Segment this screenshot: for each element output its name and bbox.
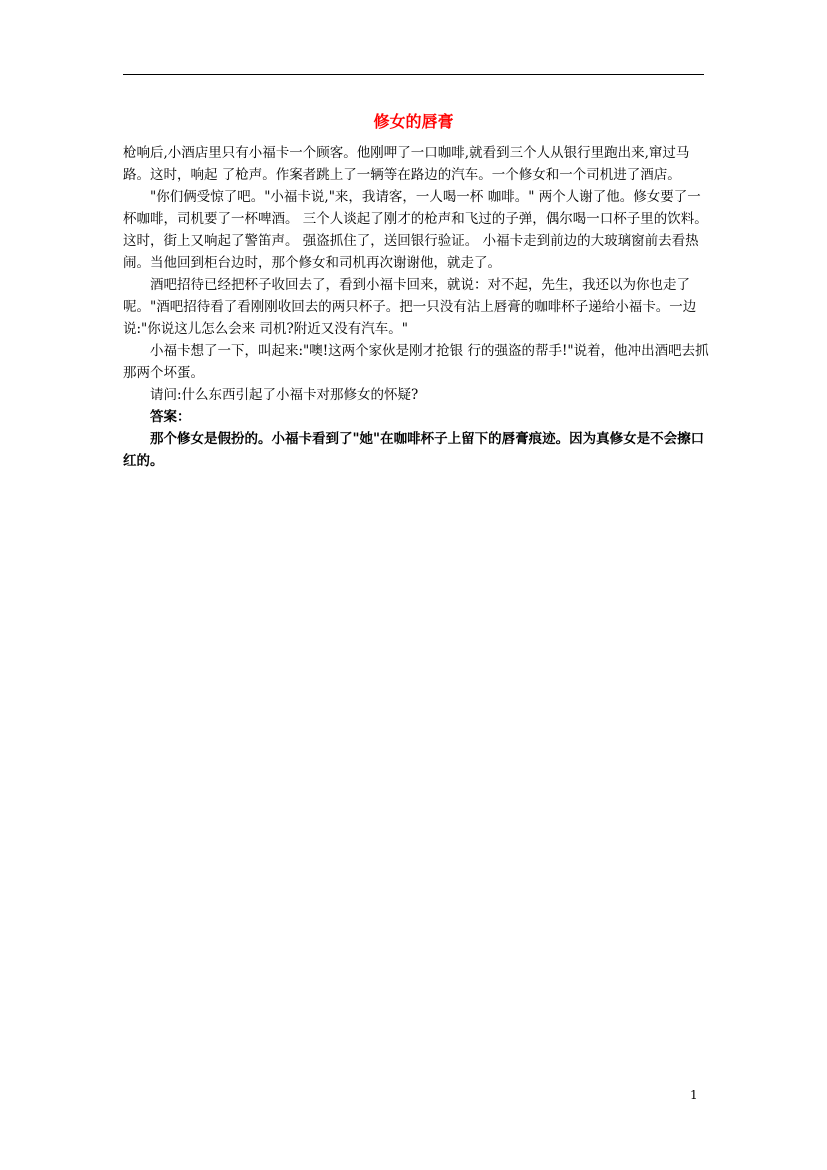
paragraph-3: 酒吧招待已经把杯子收回去了，看到小福卡回来，就说：对不起，先生，我还以为你也走了呢。"酒吧招待看了看刚刚收回去的两只杯子。把一只没有沾上唇膏的咖啡杯子递给小福卡。一边说:"你说这儿怎么会来 司机?附近又没有汽车。": [123, 277, 697, 337]
document-body: [123, 142, 713, 472]
answer-label: 答案：: [150, 409, 191, 425]
paragraph-2: "你们俩受惊了吧。"小福卡说,"来，我请客，一人喝一杯 咖啡。" 两个人谢了他。修女要了一杯咖啡，司机要了一杯啤酒。 三个人谈起了刚才的枪声和飞过的子弹，偶尔喝一口杯子里的饮料。这时，街上又响起了警笛声。 强盗抓住了，送回银行验证。 小福卡走到前边的大玻璃窗前去看热闹。当他回到柜台边时，那个修女和司机再次谢谢他，就走了。: [123, 189, 708, 271]
page-number: 1: [690, 1088, 698, 1102]
question: 请问:什么东西引起了小福卡对那修女的怀疑?: [150, 387, 419, 403]
header-rule: [123, 74, 704, 75]
document-title: 修女的唇膏: [373, 112, 454, 131]
paragraph-1: 枪响后,小酒店里只有小福卡一个顾客。他刚呷了一口咖啡,就看到三个人从银行里跑出来,窜过马路。这时，响起 了枪声。作案者跳上了一辆等在路边的汽车。一个修女和一个司机进了酒店。: [123, 145, 690, 183]
answer-text: 那个修女是假扮的。小福卡看到了"她"在咖啡杯子上留下的唇膏痕迹。因为真修女是不会擦口红的。: [123, 431, 705, 469]
paragraph-4: 小福卡想了一下，叫起来:"噢!这两个家伙是刚才抢银 行的强盗的帮手!"说着，他冲出酒吧去抓那两个坏蛋。: [123, 343, 709, 381]
